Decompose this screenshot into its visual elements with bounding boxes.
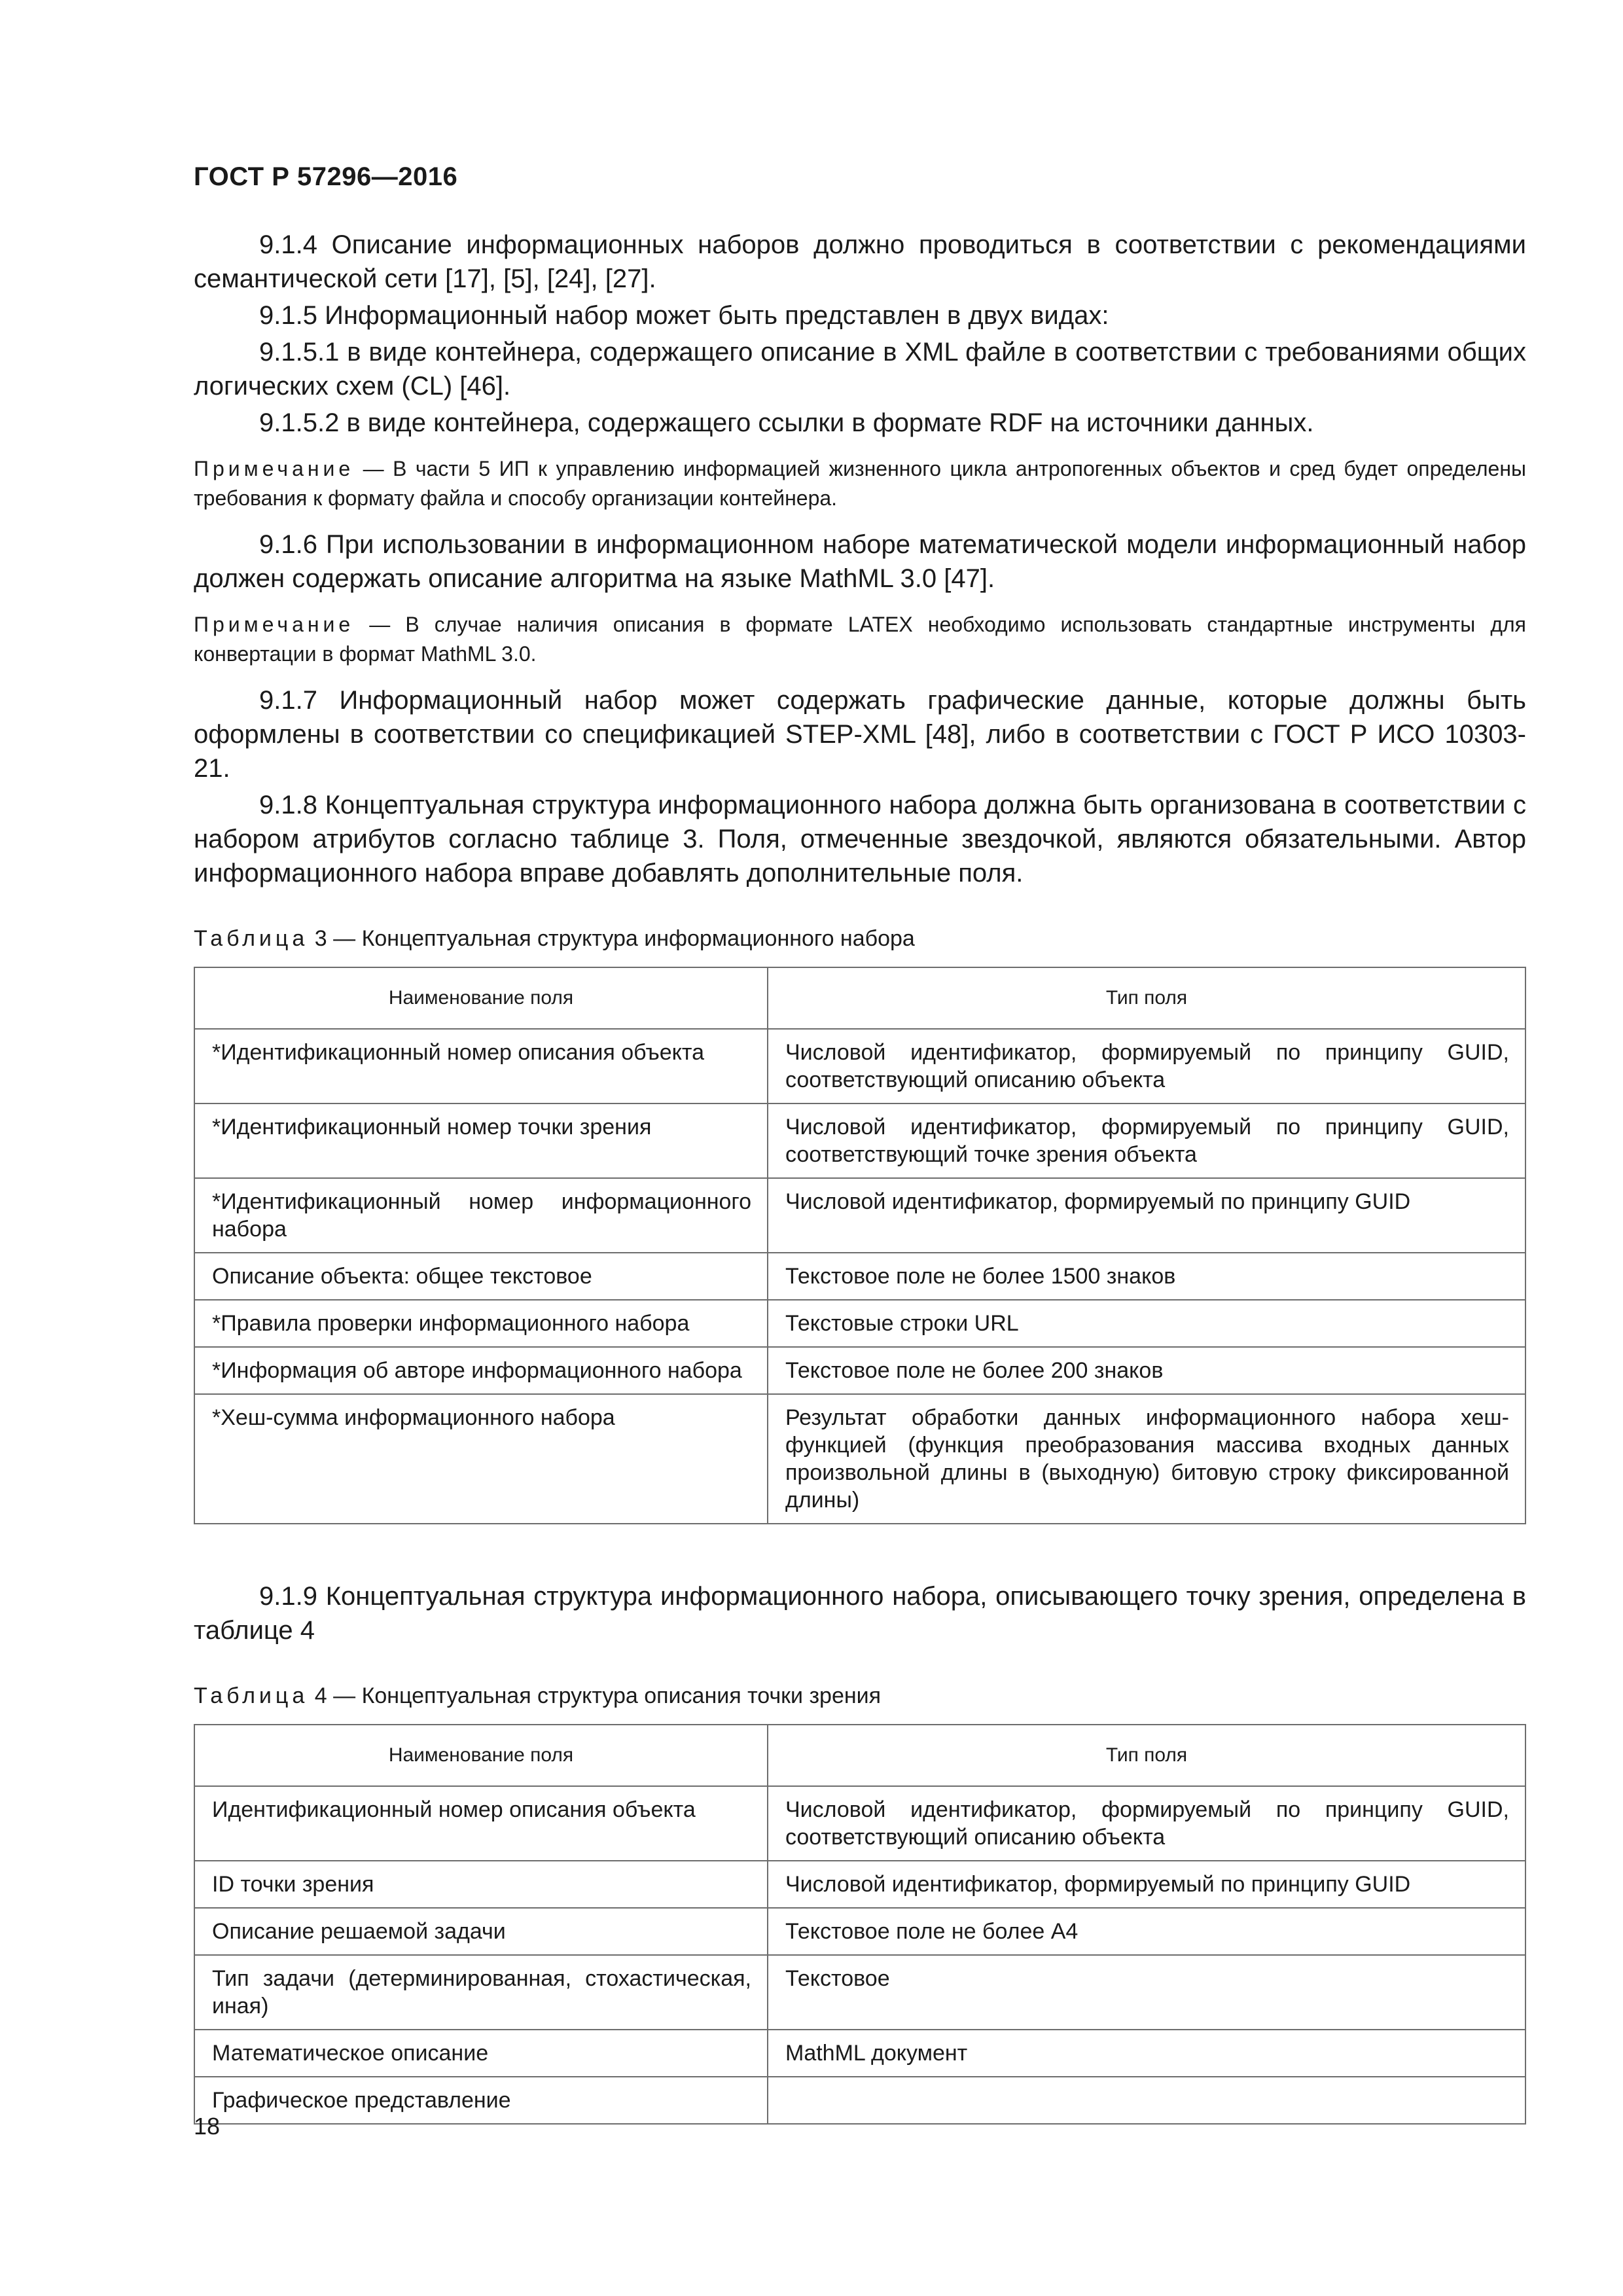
- paragraph-9-1-9: 9.1.9 Концептуальная структура информационного набора, описывающего точку зрения, определена в таблице 4: [194, 1582, 1526, 1645]
- table-caption-text: 4 — Концептуальная структура описания точки зрения: [314, 1683, 882, 1708]
- column-header: Наименование поля: [194, 1725, 768, 1786]
- table-cell: Графическое представление: [194, 2077, 768, 2124]
- paragraph-9-1-7: 9.1.7 Информационный набор может содержать графические данные, которые должны быть оформлены в соответствии со спецификацией STEP-XML [48], либо в соответствии с ГОСТ Р ИСО 10303-21.: [194, 686, 1526, 783]
- table-row: [194, 1394, 1525, 1524]
- table-cell: Числовой идентификатор, формируемый по принципу GUID: [768, 1861, 1525, 1908]
- document-body: [194, 228, 1526, 2125]
- table-cell: *Информация об авторе информационного набора: [194, 1347, 768, 1394]
- paragraph-9-1-4: 9.1.4 Описание информационных наборов должно проводиться в соответствии с рекомендациями семантической сети [17], [5], [24], [27].: [194, 230, 1526, 293]
- page-number: 18: [194, 2113, 221, 2140]
- table-cell: *Хеш-сумма информационного набора: [194, 1394, 768, 1524]
- note-label: Примечание: [194, 613, 355, 636]
- note-2: [194, 610, 1526, 669]
- table-cell: Числовой идентификатор, формируемый по принципу GUID, соответствующий описанию объекта: [768, 1029, 1525, 1103]
- table-caption-text: 3 — Концептуальная структура информационного набора: [314, 926, 915, 951]
- paragraph-9-1-8: 9.1.8 Концептуальная структура информационного набора должна быть организована в соответствии с набором атрибутов согласно таблице 3. Поля, отмеченные звездочкой, являются обязательными. Автор информационного набора вправе добавлять дополнительные поля.: [194, 791, 1526, 888]
- table-cell: Числовой идентификатор, формируемый по принципу GUID, соответствующий описанию объекта: [768, 1786, 1525, 1861]
- table-caption-label: Таблица: [194, 926, 309, 951]
- table-cell: Числовой идентификатор, формируемый по принципу GUID: [768, 1178, 1525, 1253]
- table-cell: *Идентификационный номер описания объекта: [194, 1029, 768, 1103]
- table-cell: Текстовое поле не более 1500 знаков: [768, 1253, 1525, 1300]
- paragraph-9-1-5-2: 9.1.5.2 в виде контейнера, содержащего ссылки в формате RDF на источники данных.: [259, 408, 1314, 437]
- table-cell: *Идентификационный номер точки зрения: [194, 1103, 768, 1178]
- table-cell: MathML документ: [768, 2030, 1525, 2077]
- table-row: [194, 1786, 1525, 1861]
- table-cell: Текстовое: [768, 1955, 1525, 2030]
- table-row: [194, 1300, 1525, 1347]
- table-row: [194, 1103, 1525, 1178]
- table-row: [194, 1861, 1525, 1908]
- note-label: Примечание: [194, 457, 355, 480]
- table-row: [194, 2077, 1525, 2124]
- column-header: Тип поля: [768, 1725, 1525, 1786]
- table-cell: ID точки зрения: [194, 1861, 768, 1908]
- table-row: [194, 1908, 1525, 1955]
- table-cell: Математическое описание: [194, 2030, 768, 2077]
- table-row: [194, 1253, 1525, 1300]
- table-cell: Описание решаемой задачи: [194, 1908, 768, 1955]
- table-cell: Числовой идентификатор, формируемый по принципу GUID, соответствующий точке зрения объекта: [768, 1103, 1525, 1178]
- note-1: [194, 454, 1526, 513]
- note-text: — В части 5 ИП к управлению информацией жизненного цикла антропогенных объектов и сред будет определены требования к формату файла и способу организации контейнера.: [194, 457, 1527, 510]
- table-cell: Результат обработки данных информационного набора хеш-функцией (функция преобразования массива входных данных произвольной длины в (выходную) битовую строку фиксированной длины): [768, 1394, 1525, 1524]
- table-cell: Тип задачи (детерминированная, стохастическая, иная): [194, 1955, 768, 2030]
- table-row: [194, 1955, 1525, 2030]
- table-caption-label: Таблица: [194, 1683, 309, 1708]
- table-cell: Текстовое поле не более 200 знаков: [768, 1347, 1525, 1394]
- table-cell: [768, 2077, 1525, 2124]
- note-text: — В случае наличия описания в формате LATEX необходимо использовать стандартные инструменты для конвертации в формат MathML 3.0.: [194, 613, 1527, 666]
- column-header: Наименование поля: [194, 967, 768, 1029]
- table-header-row: [194, 1725, 1525, 1786]
- table-row: [194, 1029, 1525, 1103]
- table-cell: Текстовое поле не более А4: [768, 1908, 1525, 1955]
- paragraph-9-1-5: 9.1.5 Информационный набор может быть представлен в двух видах:: [259, 301, 1109, 330]
- table-row: [194, 1178, 1525, 1253]
- table-cell: *Идентификационный номер информационного набора: [194, 1178, 768, 1253]
- table-cell: Текстовые строки URL: [768, 1300, 1525, 1347]
- table-header-row: [194, 967, 1525, 1029]
- table-4-caption: [194, 1681, 1526, 1711]
- table-3: [194, 967, 1526, 1524]
- table-cell: Идентификационный номер описания объекта: [194, 1786, 768, 1861]
- paragraph-9-1-5-1: 9.1.5.1 в виде контейнера, содержащего описание в XML файле в соответствии с требованиями общих логических схем (CL) [46].: [194, 338, 1526, 401]
- table-row: [194, 2030, 1525, 2077]
- table-4: [194, 1724, 1526, 2125]
- table-row: [194, 1347, 1525, 1394]
- table-cell: Описание объекта: общее текстовое: [194, 1253, 768, 1300]
- document-header: ГОСТ Р 57296—2016: [194, 162, 458, 191]
- table-3-caption: [194, 924, 1526, 954]
- column-header: Тип поля: [768, 967, 1525, 1029]
- paragraph-9-1-6: 9.1.6 При использовании в информационном наборе математической модели информационный набор должен содержать описание алгоритма на языке MathML 3.0 [47].: [194, 530, 1526, 593]
- table-cell: *Правила проверки информационного набора: [194, 1300, 768, 1347]
